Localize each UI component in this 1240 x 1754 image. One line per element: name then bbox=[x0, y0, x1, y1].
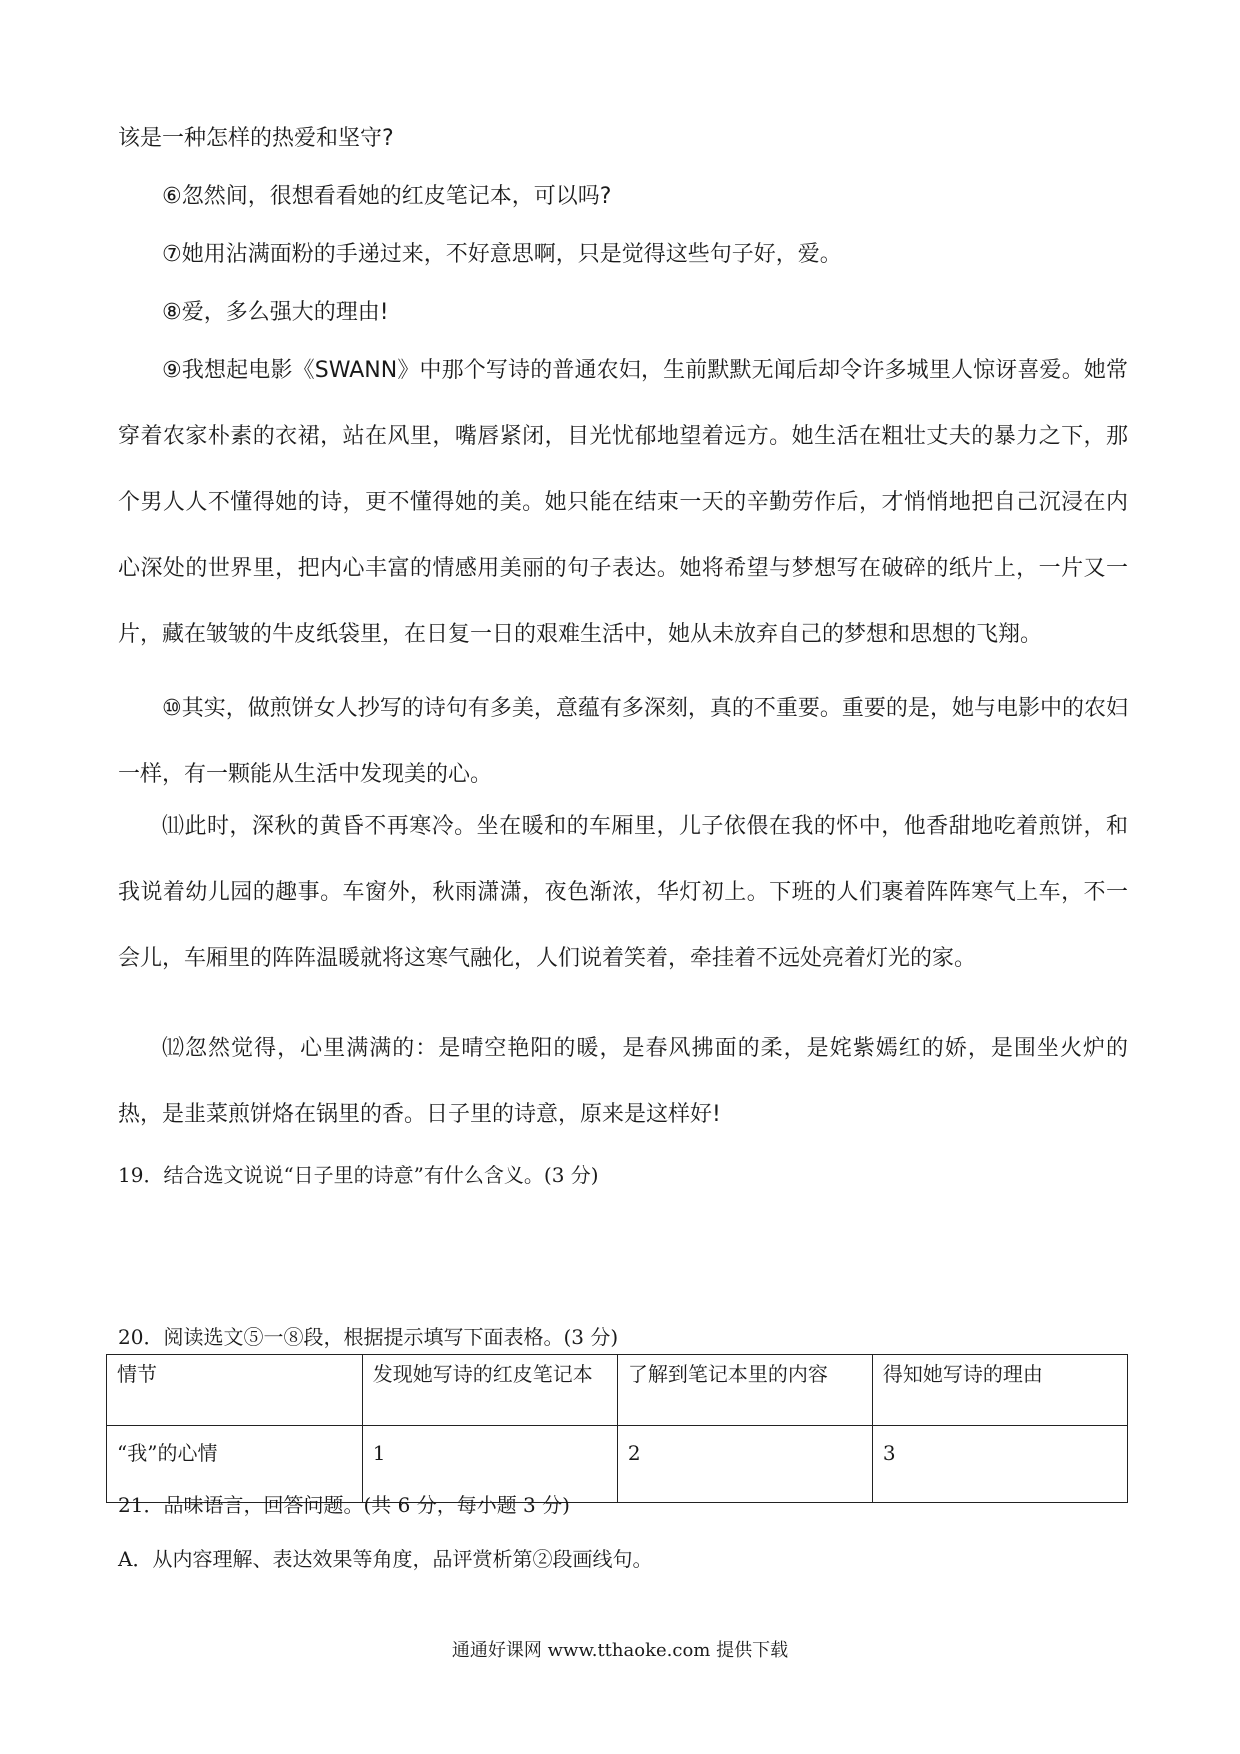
paragraph-6: ⑥忽然间，很想看看她的红皮笔记本，可以吗? bbox=[162, 184, 612, 209]
paragraph-8: ⑧爱，多么强大的理由! bbox=[162, 300, 389, 325]
paragraph-12: ⑿忽然觉得，心里满满的：是晴空艳阳的暖，是春风拂面的柔，是姹紫嫣红的娇，是围坐火炉的热，是韭菜煎饼烙在锅里的香。日子里的诗意，原来是这样好! bbox=[118, 1036, 1128, 1127]
question-21: 21．品味语言，回答问题。(共 6 分，每小题 3 分) bbox=[118, 1493, 570, 1517]
table-row bbox=[107, 1355, 1128, 1426]
paragraph-10: ⑩其实，做煎饼女人抄写的诗句有多美，意蕴有多深刻，真的不重要。重要的是，她与电影中的农妇一样，有一颗能从生活中发现美的心。 bbox=[118, 696, 1128, 787]
paragraph-7: ⑦她用沾满面粉的手递过来，不好意思啊，只是觉得这些句子好，爱。 bbox=[162, 242, 842, 267]
paragraph-11: ⑾此时，深秋的黄昏不再寒冷。坐在暖和的车厢里，儿子依偎在我的怀中，他香甜地吃着煎饼，和我说着幼儿园的趣事。车窗外，秋雨潇潇，夜色渐浓，华灯初上。下班的人们裹着阵阵寒气上车，不一会儿，车厢里的阵阵温暖就将这寒气融化，人们说着笑着，牵挂着不远处亮着灯光的家。 bbox=[118, 814, 1128, 971]
table-cell: 得知她写诗的理由 bbox=[872, 1355, 1127, 1426]
question-19: 19．结合选文说说“日子里的诗意”有什么含义。(3 分) bbox=[118, 1163, 599, 1187]
table-cell: 发现她写诗的红皮笔记本 bbox=[362, 1355, 617, 1426]
table-cell: 3 bbox=[872, 1426, 1127, 1503]
table-cell: 1 bbox=[362, 1426, 617, 1503]
table-cell: 情节 bbox=[107, 1355, 363, 1426]
paragraph-9: ⑨我想起电影《SWANN》中那个写诗的普通农妇，生前默默无闻后却令许多城里人惊讶喜爱。她常穿着农家朴素的衣裙，站在风里，嘴唇紧闭，目光忧郁地望着远方。她生活在粗壮丈夫的暴力之下，那个男人人不懂得她的诗，更不懂得她的美。她只能在结束一天的辛勤劳作后，才悄悄地把自己沉浸在内心深处的世界里，把内心丰富的情感用美丽的句子表达。她将希望与梦想写在破碎的纸片上，一片又一片，藏在皱皱的牛皮纸袋里，在日复一日的艰难生活中，她从未放弃自己的梦想和思想的飞翔。 bbox=[118, 358, 1128, 647]
answer-table bbox=[106, 1354, 1128, 1503]
table-cell: “我”的心情 bbox=[107, 1426, 363, 1503]
paragraph-5-end: 该是一种怎样的热爱和坚守? bbox=[118, 126, 394, 151]
table-cell: 了解到笔记本里的内容 bbox=[617, 1355, 872, 1426]
question-21a: A．从内容理解、表达效果等角度，品评赏析第②段画线句。 bbox=[118, 1547, 653, 1571]
table-cell: 2 bbox=[617, 1426, 872, 1503]
question-20: 20．阅读选文⑤一⑧段，根据提示填写下面表格。(3 分) bbox=[118, 1325, 619, 1349]
page-footer: 通通好课网 www.tthaoke.com 提供下载 bbox=[451, 1640, 789, 1661]
